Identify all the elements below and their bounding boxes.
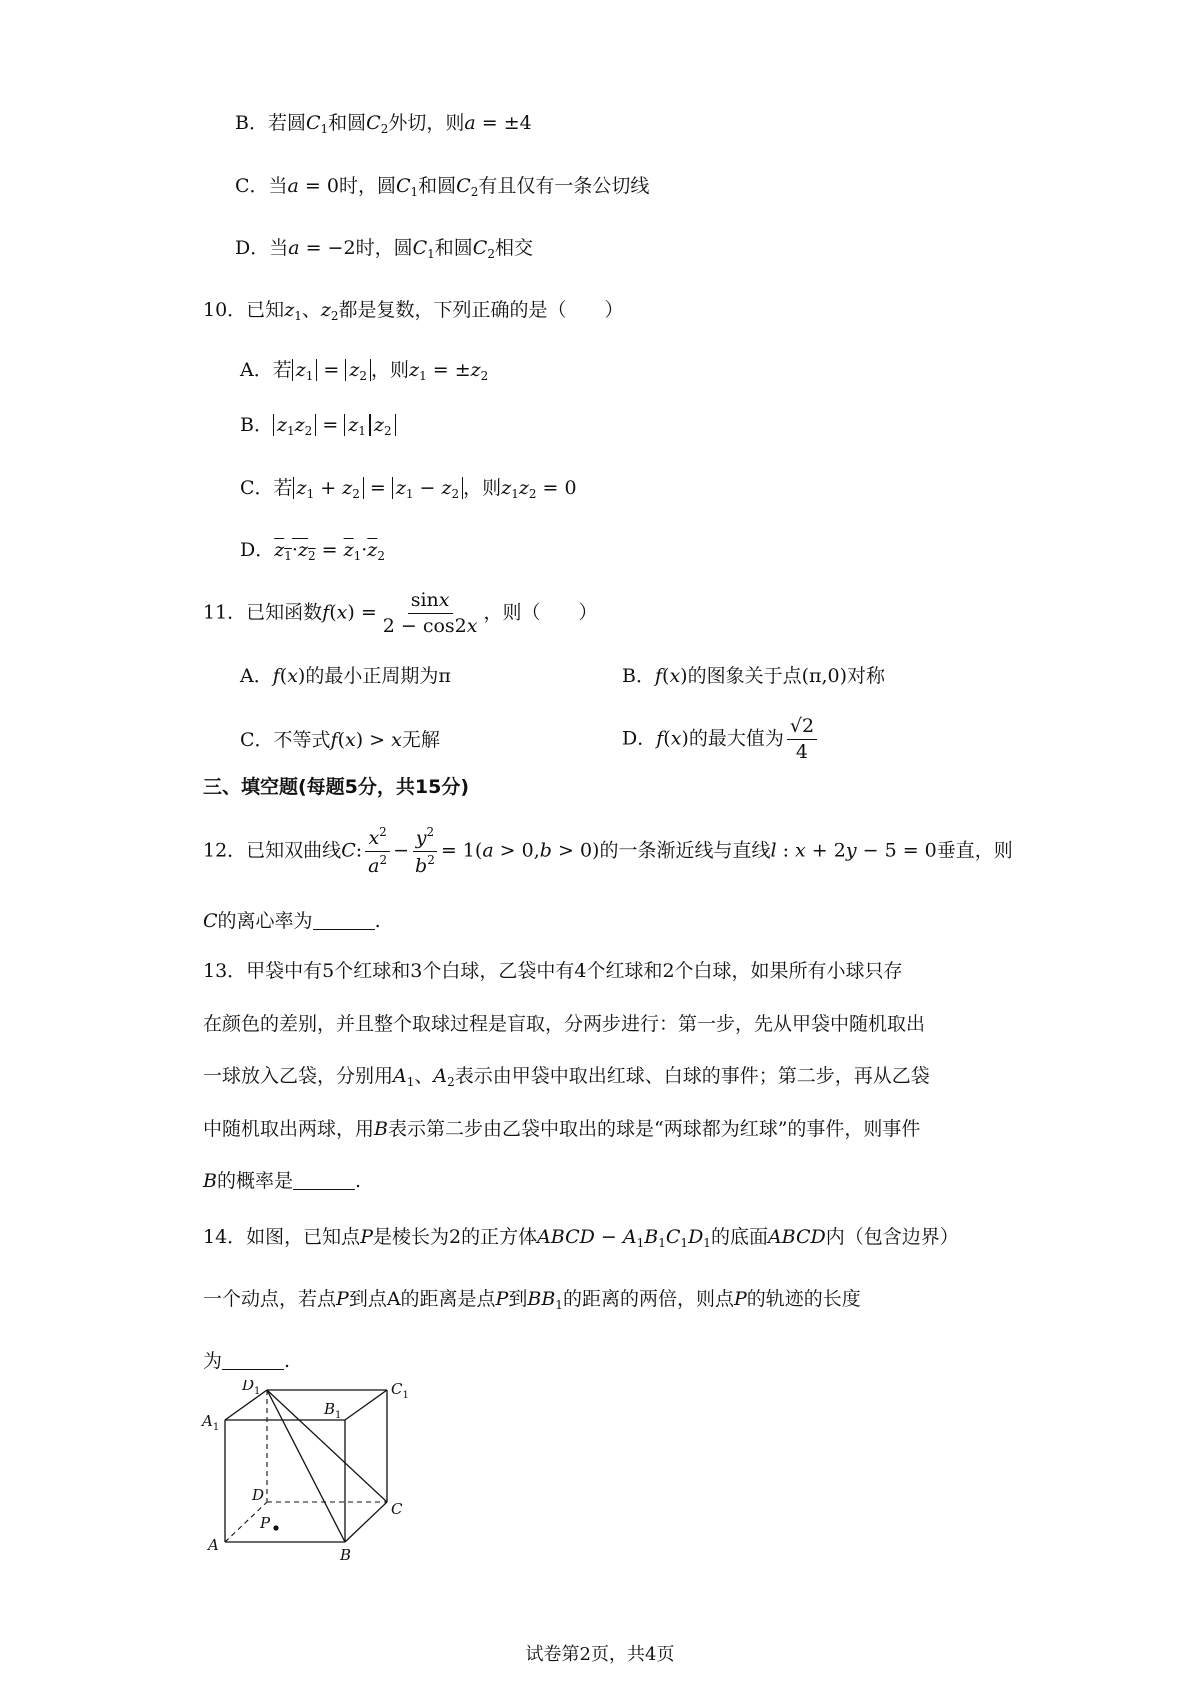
q9-option-b: B．若圆$C_1$和圆$C_2$外切，则a = ±4: [235, 112, 532, 136]
q14-answer-blank[interactable]: [222, 1351, 284, 1370]
q11-stem: 11．已知函数f(x) = $\frac{\sin x}{2 - \cos 2x}$ ，则（ ）: [203, 589, 598, 637]
label-a: A: [208, 1536, 219, 1554]
q13-line3: 一球放入乙袋，分别用$A_1$、$A_2$表示由甲袋中取出红球、白球的事件；第二步，再从乙袋: [203, 1065, 930, 1089]
q10-stem: 10．已知$z_1$、$z_2$都是复数，下列正确的是（ ）: [203, 299, 624, 323]
label-d1: $D_1$: [242, 1380, 261, 1397]
point-p: [273, 1525, 278, 1530]
q11-option-a: A．f(x)的最小正周期为π: [240, 665, 451, 687]
cube-figure: [200, 1380, 440, 1580]
q11-option-c: C．不等式f(x) > x无解: [240, 729, 440, 751]
q13-line1: 13．甲袋中有5个红球和3个白球，乙袋中有4个红球和2个白球，如果所有小球只存: [203, 960, 903, 982]
section-title: 三、填空题(每题5分，共15分): [203, 776, 470, 798]
label-c: C: [391, 1500, 403, 1518]
label-b: B: [340, 1546, 352, 1564]
label-p: P: [260, 1514, 271, 1532]
q10-option-c: C．若 $z_1 + z_2 = z_1 - z_2$ ，则$z_1z_2 = 0$: [240, 477, 577, 501]
q14-line1: 14．如图，已知点P是棱长为2的正方体ABCD − $A_1B_1C_1D_1$的底面ABCD内（包含边界）: [203, 1226, 959, 1250]
q9-option-d: D．当a = −2时，圆$C_1$和圆$C_2$相交: [235, 237, 533, 261]
q13-line4: 中随机取出两球，用B表示第二步由乙袋中取出的球是“两球都为红球”的事件，则事件: [203, 1118, 921, 1140]
q12-line1: 12．已知双曲线C: $\frac{x^2}{a^2}$ − $\frac{y^2}{b^2}$ = 1(a > 0,b > 0)的一条渐近线与直线l : x + 2y − 5 = 0垂直，则: [203, 825, 1013, 877]
q14-line2: 一个动点，若点P到点A的距离是点P到$BB_1$的距离的两倍，则点P的轨迹的长度: [203, 1288, 861, 1312]
q10-option-d: D．$z_1\cdot z_2 = \overline{z}_1\cdot\overline{z}_2$: [240, 539, 385, 563]
label-c1: $C_1$: [391, 1380, 409, 1401]
label-d: D: [252, 1486, 265, 1504]
q11-option-b: B．f(x)的图象关于点(π,0)对称: [622, 665, 886, 687]
q12-line2: C的离心率为 .: [203, 910, 381, 932]
q10-option-b: B． $z_1z_2 = z_1$ $z_2$: [240, 414, 396, 438]
q14-line3: 为 .: [203, 1350, 291, 1372]
q13-answer-blank[interactable]: [293, 1171, 355, 1190]
page-footer: 试卷第2页，共4页: [525, 1644, 675, 1665]
q9-option-c: C．当a = 0时，圆$C_1$和圆$C_2$有且仅有一条公切线: [235, 175, 650, 199]
q13-line5: B的概率是 .: [203, 1170, 362, 1192]
q13-line2: 在颜色的差别，并且整个取球过程是盲取，分两步进行：第一步，先从甲袋中随机取出: [203, 1013, 926, 1035]
q12-answer-blank[interactable]: [313, 911, 375, 930]
label-b1: $B_1$: [324, 1400, 342, 1421]
label-a1: $A_1$: [202, 1412, 220, 1433]
q10-option-a: A．若 $z_1 = z_2$ ，则$z_1 = \pm z_2$: [240, 359, 489, 383]
q11-option-d: D．f(x)的最大值为 $\frac{√2}{4}$: [622, 716, 820, 763]
